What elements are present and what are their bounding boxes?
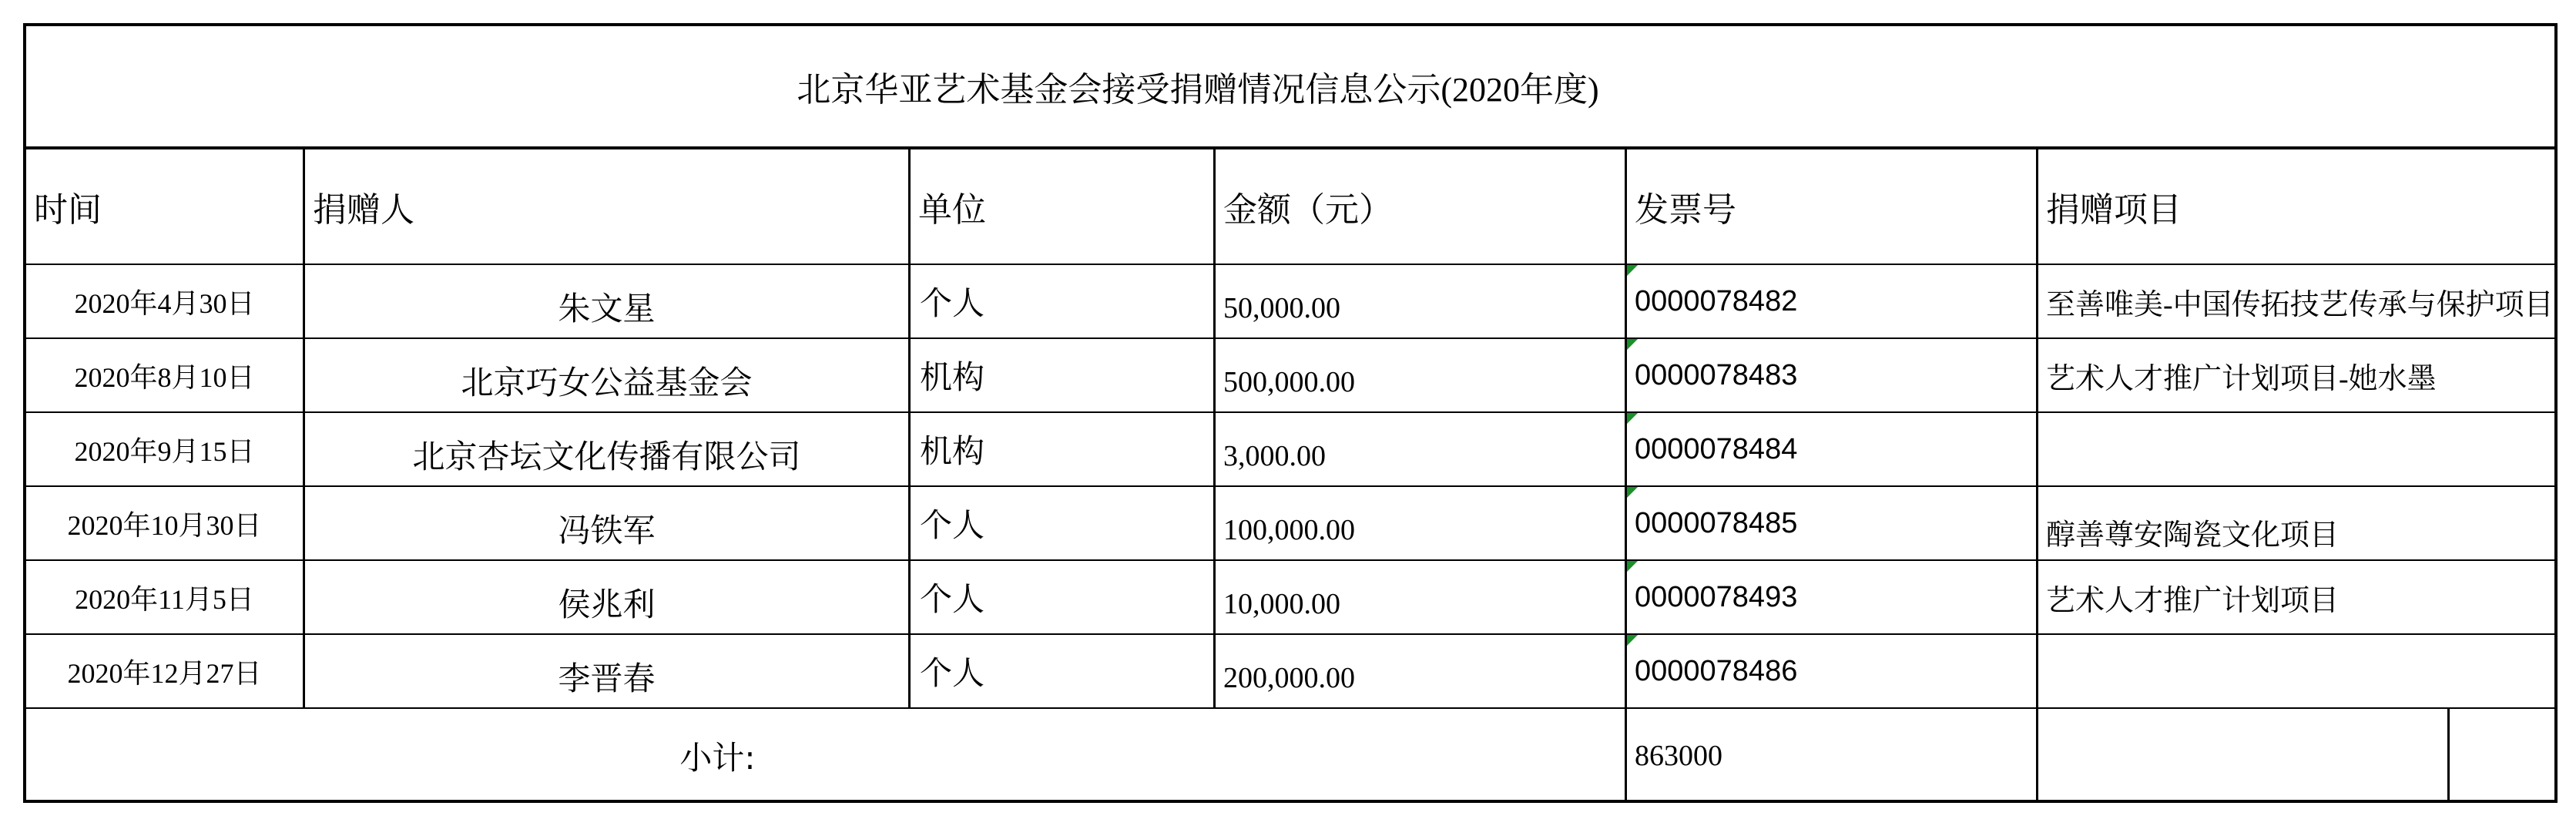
- date-cell[interactable]: 2020年10月30日: [26, 487, 305, 559]
- donor-cell[interactable]: 李晋春: [305, 635, 911, 707]
- invoice-cell[interactable]: [1627, 265, 2038, 337]
- cell-marker-icon: [1627, 339, 1638, 350]
- header-amount[interactable]: 金额（元）: [1216, 149, 1627, 264]
- subtotal-label-cell[interactable]: [26, 709, 1627, 803]
- cell-marker-icon: [1627, 635, 1638, 646]
- invoice-cell[interactable]: [1627, 487, 2038, 559]
- unit-cell[interactable]: 个人: [911, 561, 1216, 633]
- invoice-cell[interactable]: [1627, 635, 2038, 707]
- subtotal-invoice-cell[interactable]: [2038, 709, 2450, 803]
- invoice-number: 0000078486: [1635, 654, 1798, 687]
- date-cell[interactable]: 2020年4月30日: [26, 265, 305, 337]
- amount-cell[interactable]: 3,000.00: [1216, 413, 1627, 485]
- invoice-number: 0000078483: [1635, 358, 1798, 391]
- table-row: [26, 339, 2554, 413]
- amount-cell[interactable]: 500,000.00: [1216, 339, 1627, 411]
- invoice-cell[interactable]: [1627, 413, 2038, 485]
- invoice-cell[interactable]: [1627, 561, 2038, 633]
- unit-cell[interactable]: 个人: [911, 487, 1216, 559]
- date-cell[interactable]: 2020年9月15日: [26, 413, 305, 485]
- donor-cell[interactable]: 侯兆利: [305, 561, 911, 633]
- cell-marker-icon: [1627, 265, 1638, 276]
- subtotal-row: [26, 709, 2554, 803]
- header-row: [26, 149, 2554, 265]
- invoice-number: 0000078482: [1635, 284, 1798, 317]
- table-title: 北京华亚艺术基金会接受捐赠情况信息公示(2020年度): [797, 71, 1599, 109]
- invoice-number: 0000078493: [1635, 580, 1798, 613]
- unit-cell[interactable]: 个人: [911, 265, 1216, 337]
- table-row: [26, 561, 2554, 635]
- header-invoice[interactable]: 发票号: [1627, 149, 2038, 264]
- table-row: [26, 265, 2554, 339]
- date-cell[interactable]: 2020年8月10日: [26, 339, 305, 411]
- subtotal-amount-cell[interactable]: 863000: [1627, 709, 2038, 803]
- header-donor[interactable]: 捐赠人: [305, 149, 911, 264]
- subtotal-label: 小计:: [679, 739, 756, 777]
- header-date[interactable]: 时间: [26, 149, 305, 264]
- table-title-cell[interactable]: [26, 26, 2554, 149]
- project-cell[interactable]: 艺术人才推广计划项目: [2046, 584, 2340, 617]
- spreadsheet-table: [23, 23, 2558, 803]
- table-grid: [26, 149, 2554, 803]
- cell-marker-icon: [1627, 413, 1638, 424]
- donor-cell[interactable]: 北京巧女公益基金会: [305, 339, 911, 411]
- amount-cell[interactable]: 100,000.00: [1216, 487, 1627, 559]
- amount-cell[interactable]: 50,000.00: [1216, 265, 1627, 337]
- project-cell[interactable]: [2038, 635, 2554, 707]
- amount-cell[interactable]: 10,000.00: [1216, 561, 1627, 633]
- date-cell[interactable]: 2020年11月5日: [26, 561, 305, 633]
- unit-cell[interactable]: 机构: [911, 413, 1216, 485]
- cell-marker-icon: [1627, 487, 1638, 498]
- project-cell[interactable]: [2038, 413, 2554, 485]
- donor-cell[interactable]: 冯铁军: [305, 487, 911, 559]
- donor-cell[interactable]: 朱文星: [305, 265, 911, 337]
- invoice-number: 0000078485: [1635, 506, 1798, 539]
- project-cell[interactable]: 醇善尊安陶瓷文化项目: [2046, 519, 2340, 552]
- invoice-number: 0000078484: [1635, 432, 1798, 465]
- subtotal-project-cell[interactable]: [2450, 709, 2554, 803]
- unit-cell[interactable]: 机构: [911, 339, 1216, 411]
- header-unit[interactable]: 单位: [911, 149, 1216, 264]
- unit-cell[interactable]: 个人: [911, 635, 1216, 707]
- table-row: [26, 635, 2554, 709]
- date-cell[interactable]: 2020年12月27日: [26, 635, 305, 707]
- cell-marker-icon: [1627, 561, 1638, 572]
- donor-cell[interactable]: 北京杏坛文化传播有限公司: [305, 413, 911, 485]
- table-row: [26, 487, 2554, 561]
- project-cell[interactable]: 艺术人才推广计划项目-她水墨: [2046, 362, 2437, 395]
- project-cell[interactable]: 至善唯美-中国传拓技艺传承与保护项目: [2046, 288, 2554, 321]
- amount-cell[interactable]: 200,000.00: [1216, 635, 1627, 707]
- invoice-cell[interactable]: [1627, 339, 2038, 411]
- header-project[interactable]: 捐赠项目: [2046, 190, 2182, 230]
- table-row: [26, 413, 2554, 487]
